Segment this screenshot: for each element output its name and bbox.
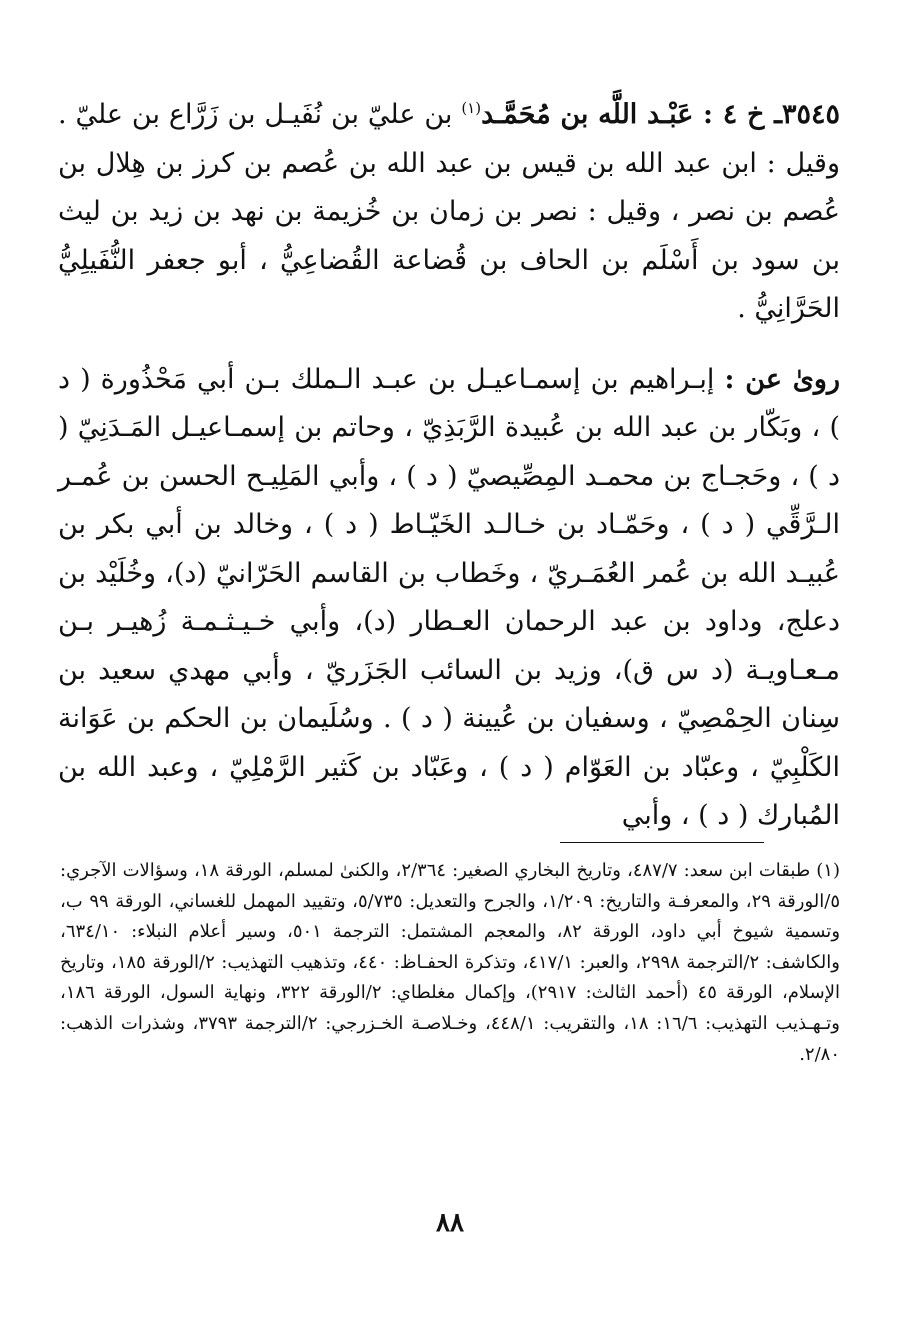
entry-heading: ـ خ ٤ : عَبْـد اللَّه بن مُحَمَّـد	[481, 99, 782, 130]
main-text	[58, 84, 840, 863]
footnote-marker: (١)	[461, 99, 482, 117]
footnotes	[60, 856, 840, 1070]
page-number: ٨٨	[436, 1208, 464, 1238]
entry-body: بن عليّ بن نُفَيـل بن زَرَّاع بن عليّ . وقيل : ابن عبد الله بن قيس بن عبد الله بن عُصم بن كرز بن هِلال بن عُصم بن نصر ، وقيل : نصر بن زمان بن خُزيمة بن نهد بن زيد بن ليث بن سود بن أَسْلَم بن الحاف بن قُضاعة القُضاعِيُّ ، أبو جعفر النُّفَيلِيُّ الحَرَّانِيُّ .	[58, 99, 840, 324]
biography-entry	[58, 84, 840, 334]
footnote-divider	[560, 842, 764, 843]
entry-number: ٣٥٤٥	[781, 99, 840, 130]
narrated-from-section	[58, 356, 840, 841]
narrated-from-body: إبـراهيم بن إسمـاعيـل بن عبـد الـملك بـن أبي مَحْذُورة ( د ) ، وبَكّار بن عبد الله بن عُبيدة الرَّبَذِيّ ، وحاتم بن إسمـاعيـل المَـدَنِيّ ( د ) ، وحَجـاج بن محمـد المِصِّيصيّ ( د ) ، وأبي المَلِيـح الحسن بن عُمـر الـرَّقِّي ( د ) ، وحَمّـاد بن خـالـد الخَيّـاط ( د ) ، وخالد بن أبي بكر بن عُبيـد الله بن عُمر العُمَـريّ ، وخَطاب بن القاسم الحَرّانيّ (د)، وخُلَيْد بن دعلج، وداود بن عبد الرحمان العـطار (د)، وأبي خـيـثـمـة زُهيـر بـن مـعـاويـة (د س ق)، وزيد بن السائب الجَزَريّ ، وأبي مهدي سعيد بن سِنان الحِمْصِيّ ، وسفيان بن عُيينة ( د ) . وسُلَيمان بن الحكم بن عَوَانة الكَلْبِيّ ، وعبّاد بن العَوّام ( د ) ، وعَبّاد بن كَثير الرَّمْلِيّ ، وعبد الله بن المُبارك ( د ) ، وأبي	[58, 363, 840, 831]
narrated-from-label: روىٰ عن :	[724, 363, 841, 395]
footnote-1: (١) طبقات ابن سعد: ٤٨٧/٧، وتاريخ البخاري الصغير: ٢/٣٦٤، والكنىٰ لمسلم، الورقة ١٨، وسؤالات الآجري: ٥/الورقة ٢٩، والمعرفـة والتاريخ: ١/٢٠٩، والجرح والتعديل: ٥/٧٣٥، وتقييد المهمل للغساني، الورقة ٩٩ ب، وتسمية شيوخ أبي داود، الورقة ٨٢، والمعجم المشتمل: الترجمة ٥٠١، وسير أعلام النبلاء: ٦٣٤/١٠، والكاشف: ٢/الترجمة ٢٩٩٨، والعبر: ٤١٧/١، وتذكرة الحفـاظ: ٤٤٠، وتذهيب التهذيب: ٢/الورقة ١٨٥، وتاريخ الإسلام، الورقة ٤٥ (أحمد الثالث: ٢٩١٧)، وإكمال مغلطاي: ٢/الورقة ٣٢٢، ونهاية السول، الورقة ١٨٦، وتـهـذيب التهذيب: ١٦/٦: ١٨، والتقريب: ٤٤٨/١، وخـلاصـة الخـزرجي: ٢/الترجمة ٣٧٩٣، وشذرات الذهب: ٢/٨٠.	[60, 860, 841, 1065]
